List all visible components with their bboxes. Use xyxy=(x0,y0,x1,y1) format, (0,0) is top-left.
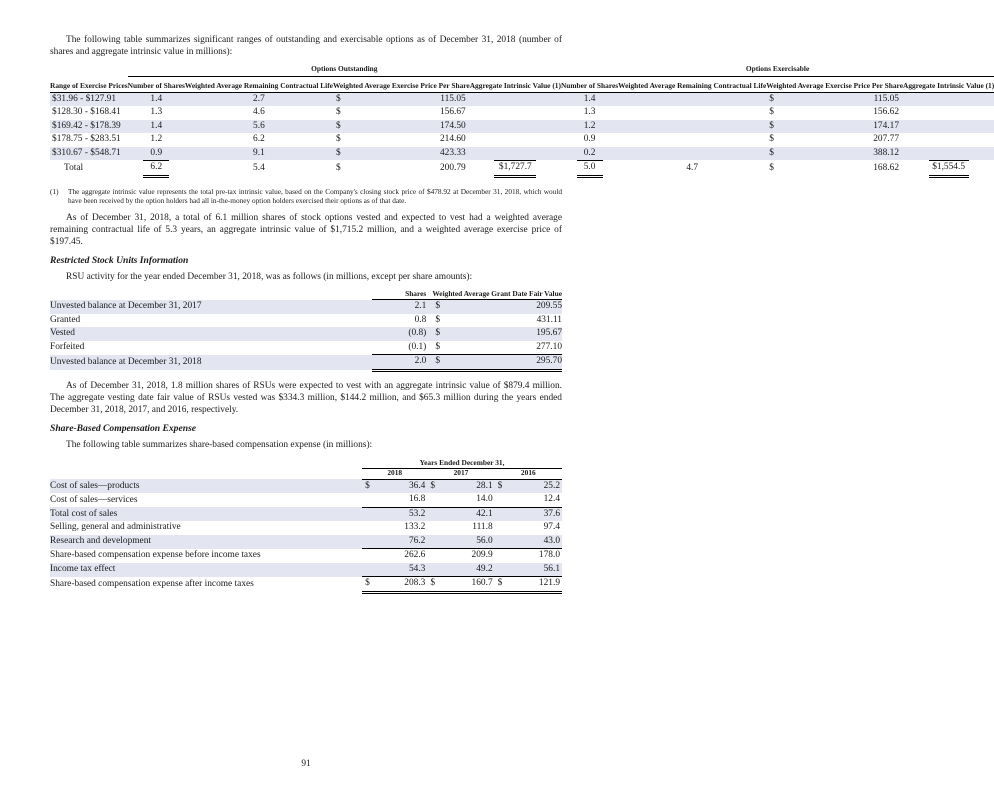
rsu-col-shares: Shares xyxy=(372,290,433,300)
footnote xyxy=(50,187,562,206)
total-ex-aggregate: $1,554.5 xyxy=(929,160,969,178)
sbc-row-label: Cost of sales—services xyxy=(50,494,138,505)
options-row xyxy=(50,133,994,147)
rsu-shares: (0.1) xyxy=(408,341,427,352)
exercisable-shares: 1.3 xyxy=(583,107,596,118)
total-out-currency: $ xyxy=(335,163,341,174)
outstanding-aggregate xyxy=(470,92,561,106)
outstanding-remaining-life: 6.2 xyxy=(253,134,265,145)
group-options-exercisable: Options Exercisable xyxy=(561,65,994,76)
outstanding-shares: 1.4 xyxy=(128,92,185,106)
rsu-shares: 0.8 xyxy=(414,314,427,325)
sbc-value: 28.1 xyxy=(438,479,495,493)
sbc-value: 56.1 xyxy=(505,563,562,577)
sbc-currency: $ xyxy=(362,479,372,493)
rsu-table xyxy=(50,290,562,372)
sbc-currency: $ xyxy=(427,479,437,493)
document-page xyxy=(50,34,994,594)
exercisable-aggregate xyxy=(903,120,994,134)
sbc-value: 160.7 xyxy=(438,577,495,593)
sbc-row-label: Income tax effect xyxy=(50,563,362,577)
outstanding-remaining-life: 4.6 xyxy=(253,107,265,118)
sbc-value: 36.4 xyxy=(372,479,427,493)
outstanding-remaining-life: 5.6 xyxy=(185,120,333,134)
outstanding-price: 156.67 xyxy=(439,107,466,118)
total-ex-price: 168.62 xyxy=(873,163,899,174)
exercisable-remaining-life xyxy=(618,147,766,161)
outstanding-aggregate xyxy=(470,147,561,161)
exercisable-aggregate xyxy=(903,147,994,161)
sbc-value: 16.8 xyxy=(408,494,426,505)
col-number-shares: Number of Shares xyxy=(128,82,185,92)
sbc-value: 12.4 xyxy=(543,494,560,505)
rsu-value: 295.70 xyxy=(458,355,562,371)
outstanding-currency: $ xyxy=(333,147,369,161)
sbc-value: 53.2 xyxy=(372,507,427,521)
exercisable-remaining-life xyxy=(618,133,766,147)
sbc-row-label: Total cost of sales xyxy=(50,507,362,521)
sbc-table xyxy=(50,459,562,594)
sbc-row xyxy=(50,577,562,593)
total-ex-shares: 5.0 xyxy=(577,160,603,178)
sbc-currency xyxy=(495,521,505,535)
sbc-value: 133.2 xyxy=(404,522,426,533)
outstanding-currency: $ xyxy=(333,92,369,106)
vested-paragraph: As of December 31, 2018, a total of 6.1 million shares of stock options vested and expected to vest had a weighted average remaining contractual life of 5.3 years, an aggregate intrinsic value of $1,715.2 million, and a weighted average exercise price of $197.45. xyxy=(50,212,562,247)
outstanding-remaining-life: 2.7 xyxy=(185,92,333,106)
rsu-paragraph: As of December 31, 2018, 1.8 million shares of RSUs were expected to vest with an aggregate intrinsic value of $879.4 million. The aggregate vesting date fair value of RSUs vested was $334.3 million, $144.2 million, and $65.3 million during the years ended December 31, 2018, 2017, and 2016, respectively. xyxy=(50,380,562,415)
sbc-value: 209.9 xyxy=(438,549,495,563)
outstanding-shares: 1.4 xyxy=(128,120,185,134)
exercisable-shares: 0.2 xyxy=(561,147,618,161)
sbc-currency xyxy=(495,507,505,521)
sbc-currency xyxy=(427,549,437,563)
exercisable-remaining-life xyxy=(618,120,766,134)
group-options-outstanding: Options Outstanding xyxy=(128,65,561,76)
sbc-value: 25.2 xyxy=(505,479,562,493)
rsu-value: 277.10 xyxy=(536,341,562,352)
outstanding-currency: $ xyxy=(335,107,341,118)
sbc-row xyxy=(50,521,562,535)
exercisable-price: 115.05 xyxy=(805,92,903,106)
rsu-currency: $ xyxy=(432,327,457,341)
rsu-row xyxy=(50,314,562,328)
sbc-currency: $ xyxy=(495,479,505,493)
outstanding-shares: 1.3 xyxy=(150,107,163,118)
exercisable-shares: 1.4 xyxy=(561,92,618,106)
sbc-currency xyxy=(427,507,437,521)
exercise-price-range: $31.96 - $127.91 xyxy=(50,92,128,106)
footnote-text: The aggregate intrinsic value represents the total pre-tax intrinsic value, based on the Company's closing stock price of $478.92 at December 31, 2018, which would have been received by the option holders had all in-the-money option holders exercised their options as of that date. xyxy=(68,186,562,206)
exercisable-price: 174.17 xyxy=(805,120,903,134)
sbc-currency xyxy=(427,535,437,549)
exercisable-remaining-life xyxy=(618,106,766,120)
rsu-currency: $ xyxy=(435,341,440,352)
sbc-value: 111.8 xyxy=(472,522,493,533)
sbc-row-label: Research and development xyxy=(50,535,362,549)
exercisable-currency: $ xyxy=(769,107,774,118)
sbc-row-label: Selling, general and administrative xyxy=(50,522,181,533)
outstanding-price: 214.60 xyxy=(439,134,466,145)
options-row xyxy=(50,92,994,106)
rsu-currency: $ xyxy=(432,355,457,371)
outstanding-price: 115.05 xyxy=(369,92,469,106)
col-wa-exercise-price-ex: Weighted Average Exercise Price Per Share xyxy=(766,82,903,92)
sbc-value: 97.4 xyxy=(543,522,560,533)
outstanding-currency: $ xyxy=(335,134,341,145)
outstanding-shares: 0.9 xyxy=(128,147,185,161)
sbc-currency xyxy=(427,493,437,507)
sbc-row xyxy=(50,479,562,493)
rsu-intro: RSU activity for the year ended December 31, 2018, was as follows (in millions, except per share amounts): xyxy=(66,271,473,282)
rsu-row-label: Forfeited xyxy=(50,341,85,352)
exercisable-price: 156.62 xyxy=(873,107,899,118)
sbc-value: 37.6 xyxy=(505,507,562,521)
rsu-row xyxy=(50,341,562,355)
sbc-currency xyxy=(495,549,505,563)
exercisable-shares: 0.9 xyxy=(583,134,596,145)
total-ex-life: 4.7 xyxy=(686,163,699,174)
rsu-row xyxy=(50,327,562,341)
outstanding-price: 174.50 xyxy=(369,120,469,134)
exercisable-price: 388.12 xyxy=(805,147,903,161)
outstanding-currency: $ xyxy=(333,120,369,134)
col-aggregate-value-ex: Aggregate Intrinsic Value (1) xyxy=(903,82,994,92)
sbc-currency xyxy=(495,535,505,549)
exercisable-currency: $ xyxy=(769,134,774,145)
sbc-currency: $ xyxy=(362,577,372,593)
col-wa-exercise-price: Weighted Average Exercise Price Per Share xyxy=(333,82,470,92)
rsu-row xyxy=(50,300,562,314)
sbc-row xyxy=(50,507,562,521)
sbc-intro: The following table summarizes share-based compensation expense (in millions): xyxy=(66,439,373,450)
rsu-shares: (0.8) xyxy=(372,327,433,341)
rsu-col-value: Weighted Average Grant Date Fair Value xyxy=(432,290,562,300)
sbc-row-label: Cost of sales—products xyxy=(50,479,362,493)
exercisable-remaining-life xyxy=(618,92,766,106)
sbc-currency xyxy=(495,563,505,577)
sbc-value: 121.9 xyxy=(505,577,562,593)
sbc-currency xyxy=(362,493,372,507)
sbc-value: 178.0 xyxy=(505,549,562,563)
total-out-aggregate: $1,727.7 xyxy=(494,160,536,178)
sbc-value: 49.2 xyxy=(438,563,495,577)
sbc-value: 43.0 xyxy=(505,535,562,549)
exercisable-aggregate xyxy=(903,92,994,106)
page-number: 91 xyxy=(301,759,311,769)
sbc-value: 262.6 xyxy=(372,549,427,563)
exercise-price-range: $178.75 - $283.51 xyxy=(52,134,121,145)
sbc-currency xyxy=(362,549,372,563)
sbc-row-label: Share-based compensation expense before income taxes xyxy=(50,550,261,561)
total-ex-currency: $ xyxy=(769,163,774,174)
outstanding-remaining-life: 9.1 xyxy=(185,147,333,161)
sbc-row xyxy=(50,563,562,577)
col-range: Range of Exercise Prices xyxy=(50,82,128,92)
exercise-price-range: $310.67 - $548.71 xyxy=(50,147,128,161)
outstanding-price: 423.33 xyxy=(369,147,469,161)
sbc-currency: $ xyxy=(427,577,437,593)
rsu-shares: 2.0 xyxy=(372,355,433,371)
total-out-price: 200.79 xyxy=(439,163,466,174)
sbc-currency xyxy=(362,507,372,521)
exercisable-currency: $ xyxy=(766,120,805,134)
outstanding-aggregate xyxy=(470,133,561,147)
sbc-row xyxy=(50,493,562,507)
col-wa-remaining-life-ex: Weighted Average Remaining Contractual Life xyxy=(618,82,766,92)
footnote-marker: (1) xyxy=(50,186,59,196)
exercisable-shares: 1.2 xyxy=(561,120,618,134)
col-aggregate-value: Aggregate Intrinsic Value (1) xyxy=(470,82,561,92)
exercisable-aggregate xyxy=(903,106,994,120)
sbc-row xyxy=(50,535,562,549)
sbc-value: 76.2 xyxy=(372,535,427,549)
sbc-currency: $ xyxy=(495,577,505,593)
col-wa-remaining-life: Weighted Average Remaining Contractual Life xyxy=(185,82,333,92)
exercisable-price: 207.77 xyxy=(873,134,899,145)
sbc-value: 14.0 xyxy=(476,494,493,505)
rsu-row-label: Unvested balance at December 31, 2017 xyxy=(50,300,372,314)
sbc-year-2018: 2018 xyxy=(362,469,427,480)
outstanding-shares: 1.2 xyxy=(150,134,163,145)
sbc-currency xyxy=(362,563,372,577)
sbc-year-2017: 2017 xyxy=(427,469,494,480)
rsu-shares: 2.1 xyxy=(372,300,433,314)
options-row xyxy=(50,106,994,120)
options-table xyxy=(50,65,994,178)
sbc-value: 208.3 xyxy=(372,577,427,593)
sbc-currency xyxy=(427,563,437,577)
total-out-shares: 6.2 xyxy=(143,160,169,178)
sbc-value: 54.3 xyxy=(372,563,427,577)
exercisable-currency: $ xyxy=(766,147,805,161)
exercise-price-range: $128.30 - $168.41 xyxy=(52,107,121,118)
sbc-currency xyxy=(427,521,437,535)
rsu-currency: $ xyxy=(435,314,440,325)
exercisable-aggregate xyxy=(903,133,994,147)
rsu-value: 195.67 xyxy=(458,327,562,341)
sbc-row-label: Share-based compensation expense after income taxes xyxy=(50,578,254,589)
sbc-heading: Share-Based Compensation Expense xyxy=(50,422,197,434)
outstanding-aggregate xyxy=(470,106,561,120)
rsu-row-label: Vested xyxy=(50,327,372,341)
sbc-currency xyxy=(495,493,505,507)
sbc-group-header: Years Ended December 31, xyxy=(362,459,562,469)
rsu-row-label: Granted xyxy=(50,314,81,325)
options-row xyxy=(50,120,994,134)
col-number-shares-ex: Number of Shares xyxy=(561,82,618,92)
sbc-value: 56.0 xyxy=(438,535,495,549)
options-total-row xyxy=(50,160,994,178)
sbc-currency xyxy=(362,535,372,549)
sbc-value: 42.1 xyxy=(438,507,495,521)
sbc-row xyxy=(50,549,562,563)
total-out-life: 5.4 xyxy=(253,163,265,174)
options-row xyxy=(50,147,994,161)
sbc-year-2016: 2016 xyxy=(495,469,562,480)
sbc-currency xyxy=(362,521,372,535)
rsu-value: 431.11 xyxy=(536,314,562,325)
rsu-row xyxy=(50,355,562,371)
rsu-currency: $ xyxy=(432,300,457,314)
rsu-heading: Restricted Stock Units Information xyxy=(50,254,189,266)
rsu-value: 209.55 xyxy=(458,300,562,314)
exercisable-currency: $ xyxy=(766,92,805,106)
exercise-price-range: $169.42 - $178.39 xyxy=(50,120,128,134)
rsu-row-label: Unvested balance at December 31, 2018 xyxy=(50,355,372,371)
outstanding-aggregate xyxy=(470,120,561,134)
options-intro: The following table summarizes significant ranges of outstanding and exercisable options as of December 31, 2018 (number of shares and aggregate intrinsic value in millions): xyxy=(50,35,562,57)
total-label: Total xyxy=(64,163,84,174)
